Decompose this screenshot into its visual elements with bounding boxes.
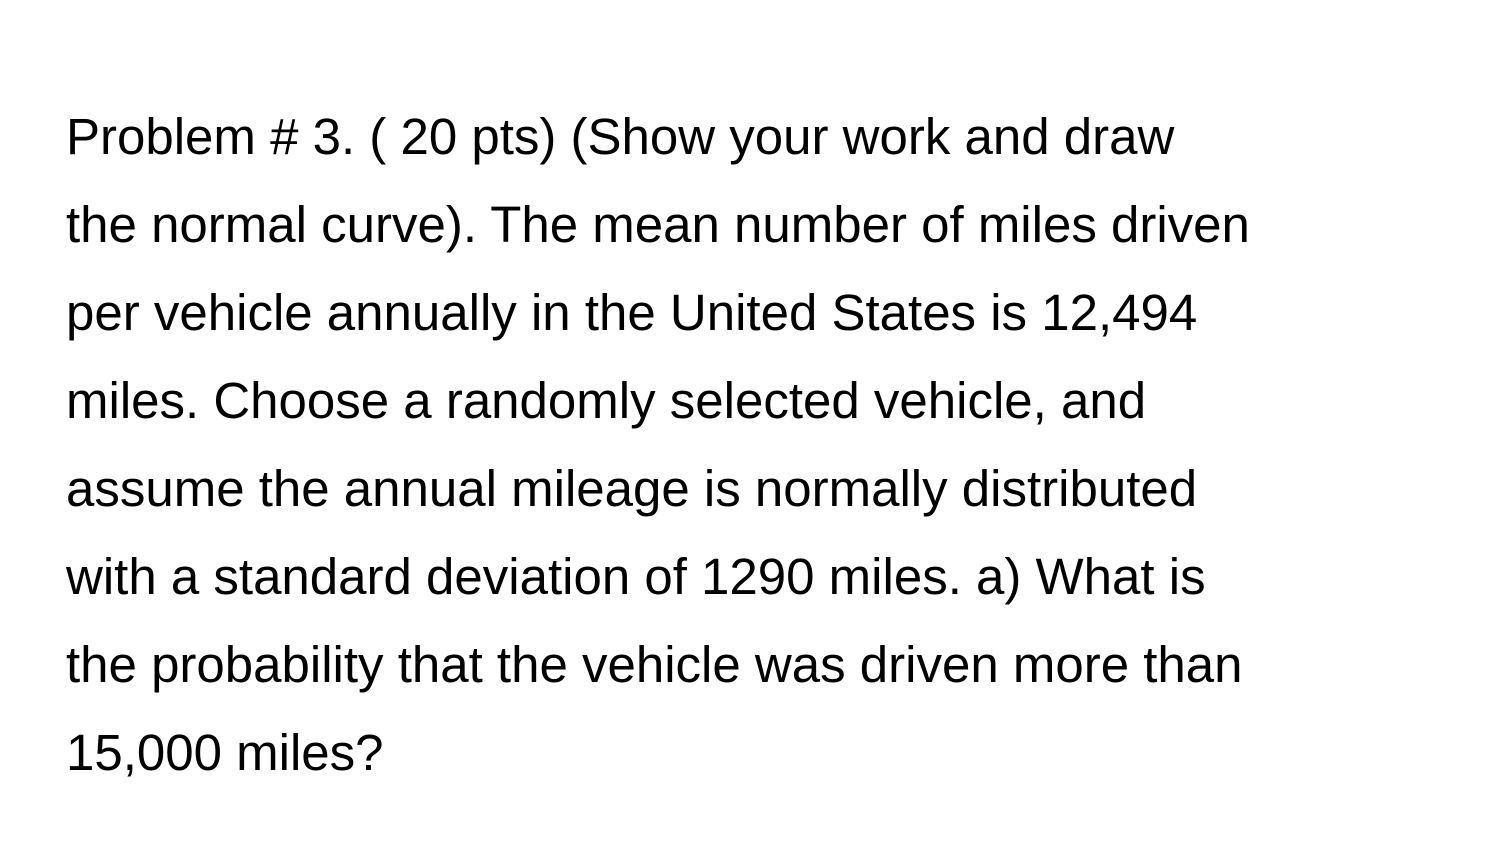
problem-line: per vehicle annually in the United States is 12,494 [66,284,1198,341]
problem-line: the normal curve). The mean number of miles driven [66,196,1250,253]
problem-line: the probability that the vehicle was driven more than [66,636,1243,693]
problem-line: with a standard deviation of 1290 miles. a) What is [66,548,1206,605]
problem-line: miles. Choose a randomly selected vehicle, and [66,372,1147,429]
problem-line: assume the annual mileage is normally distributed [66,460,1198,517]
problem-statement [66,93,1250,797]
problem-line: Problem # 3. ( 20 pts) (Show your work and draw [66,108,1175,165]
problem-line: 15,000 miles? [66,724,384,781]
